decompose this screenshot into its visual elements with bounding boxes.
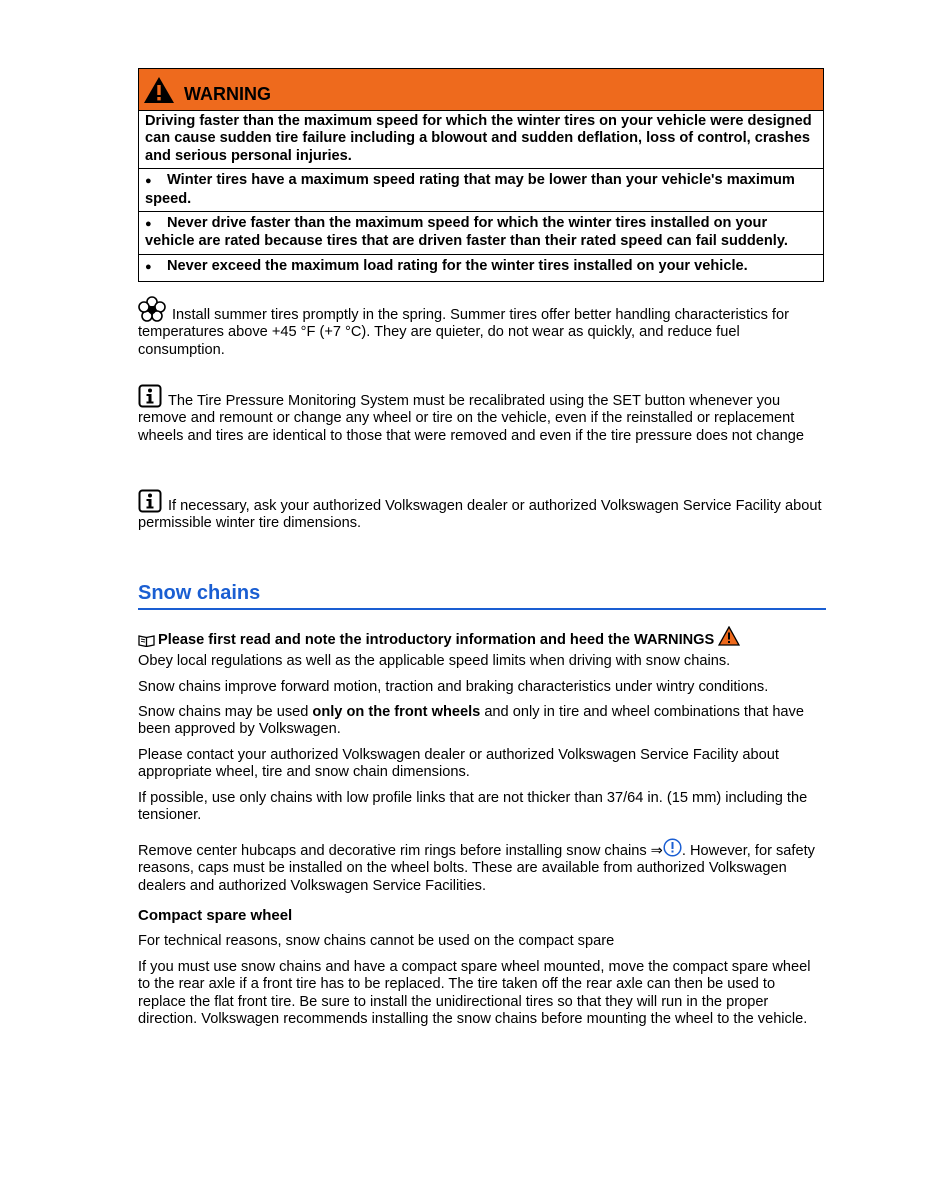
paragraph-text: . However, for safety reasons, caps must be installed on the wheel bolts. These are available from authorized Volkswagen dealers and authorized Volkswagen Service Facilities. xyxy=(138,843,815,894)
warning-title: WARNING xyxy=(184,84,271,104)
paragraph: Please contact your authorized Volkswagen dealer or authorized Volkswagen Service Facility about appropriate wheel, tire and snow chain dimensions. xyxy=(138,747,779,781)
paragraph: Snow chains improve forward motion, traction and braking characteristics under wintry conditions. xyxy=(138,679,769,695)
info-note-text: If necessary, ask your authorized Volkswagen dealer or authorized Volkswagen Service Facility about permissible winter tire dimensions. xyxy=(138,498,822,532)
warning-bullet xyxy=(139,212,823,255)
paragraph-text: Remove center hubcaps and decorative rim rings before installing snow chains ⇒ xyxy=(138,843,663,859)
book-icon xyxy=(138,634,155,647)
section-title: Snow chains xyxy=(138,581,826,610)
warning-bullet-text: Never drive faster than the maximum speed for which the winter tires installed on your vehicle are rated because tires that are driven faster than their rated speed can fail suddenly. xyxy=(145,215,788,250)
info-note xyxy=(138,489,824,533)
info-icon xyxy=(138,384,162,408)
paragraph: If possible, use only chains with low profile links that are not thicker than 37/64 in. (15 mm) including the tensioner. xyxy=(138,790,808,824)
exclamation-circle-icon[interactable] xyxy=(663,838,682,857)
warning-body xyxy=(139,111,823,281)
paragraph xyxy=(138,704,824,739)
info-icon xyxy=(138,489,162,513)
warning-bullet xyxy=(139,255,823,281)
environment-note-text: Install summer tires promptly in the spring. Summer tires offer better handling characteristics for temperatures above +45 °F (+7 °C). They are quieter, do not wear as quickly, and reduce fuel consumption. xyxy=(138,307,789,358)
paragraph-text: and only in tire and wheel combinations that have been approved by Volkswagen. xyxy=(138,704,804,738)
intro-line xyxy=(138,626,824,649)
bullet-icon: ● xyxy=(145,260,152,273)
paragraph: For technical reasons, snow chains cannot be used on the compact spare xyxy=(138,933,615,949)
flower-icon xyxy=(138,296,166,322)
compact-spare-heading: Compact spare wheel xyxy=(138,907,293,924)
warning-triangle-icon xyxy=(143,76,175,104)
page xyxy=(138,68,824,1028)
intro-line-text: Please first read and note the introductory information and heed the WARNINGS xyxy=(158,632,715,648)
warning-box xyxy=(138,68,824,282)
warning-bullet-text: Never exceed the maximum load rating for the winter tires installed on your vehicle. xyxy=(167,257,748,274)
warning-triangle-icon xyxy=(718,626,740,646)
paragraph: If you must use snow chains and have a compact spare wheel mounted, move the compact spare wheel to the rear axle if a front tire has to be replaced. The tire taken off the rear axle can then be used to replace the flat front tire. Be sure to install the unidirectional tires so that they will run in the proper direction. Volkswagen recommends installing the snow chains before mounting the wheel to the vehicle. xyxy=(138,959,811,1028)
warning-intro: Driving faster than the maximum speed for which the winter tires on your vehicle were designed can cause sudden tire failure including a blowout and sudden deflation, loss of control, crashes and serious personal injuries. xyxy=(139,111,823,169)
warning-bullet xyxy=(139,169,823,212)
paragraph-text: Snow chains may be used xyxy=(138,704,313,720)
paragraph: Obey local regulations as well as the applicable speed limits when driving with snow chains. xyxy=(138,653,731,669)
warning-bullet-text: Winter tires have a maximum speed rating that may be lower than your vehicle's maximum speed. xyxy=(145,172,795,207)
paragraph-bold-text: only on the front wheels xyxy=(312,704,481,720)
bullet-icon: ● xyxy=(145,218,152,231)
info-note-text: The Tire Pressure Monitoring System must be recalibrated using the SET button whenever you remove and remount or change any wheel or tire on the vehicle, even if the reinstalled or replacement wheels and tires are identical to those that were removed and even if the tire pressure does not change xyxy=(138,393,805,444)
bullet-icon: ● xyxy=(145,175,152,188)
paragraph xyxy=(138,838,824,895)
warning-header xyxy=(139,69,823,111)
environment-note xyxy=(138,296,824,359)
info-note xyxy=(138,384,824,445)
